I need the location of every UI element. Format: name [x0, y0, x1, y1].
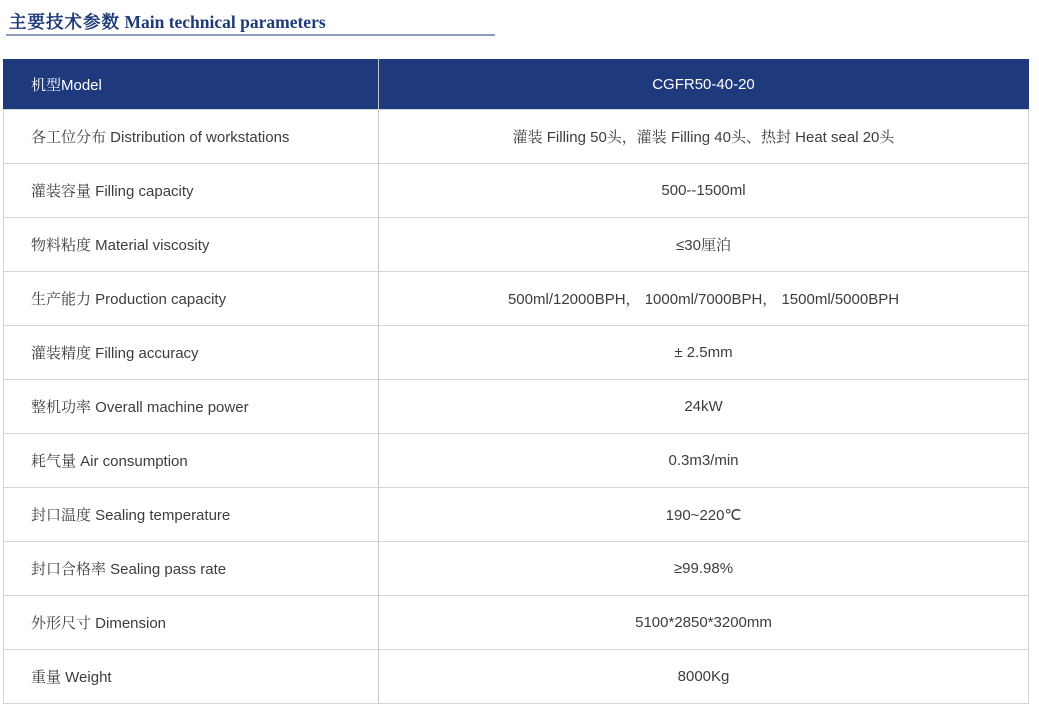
table-row: [4, 326, 1029, 380]
row-label: 各工位分布 Distribution of workstations: [4, 110, 379, 164]
row-value: 灌装 Filling 50头，灌装 Filling 40头、热封 Heat seal 20头: [379, 110, 1029, 164]
row-label: 封口温度 Sealing temperature: [4, 488, 379, 542]
row-value: 190~220℃: [379, 488, 1029, 542]
row-label: 灌装容量 Filling capacity: [4, 164, 379, 218]
technical-parameters-table: [3, 59, 1029, 704]
table-row: [4, 164, 1029, 218]
table-row: [4, 380, 1029, 434]
row-label: 外形尺寸 Dimension: [4, 596, 379, 650]
table-row: [4, 434, 1029, 488]
row-value: 0.3m3/min: [379, 434, 1029, 488]
row-label: 重量 Weight: [4, 650, 379, 704]
row-value: 5100*2850*3200mm: [379, 596, 1029, 650]
row-value: 500--1500ml: [379, 164, 1029, 218]
title-underline: [6, 34, 495, 36]
header-model-value: CGFR50-40-20: [379, 60, 1029, 110]
page-title-chinese: 主要技术参数: [9, 12, 120, 32]
row-label: 封口合格率 Sealing pass rate: [4, 542, 379, 596]
row-label: 耗气量 Air consumption: [4, 434, 379, 488]
table-row: [4, 218, 1029, 272]
page-title-english: Main technical parameters: [124, 12, 326, 32]
row-label: 生产能力 Production capacity: [4, 272, 379, 326]
row-value: 24kW: [379, 380, 1029, 434]
table-row: [4, 542, 1029, 596]
row-value: 500ml/12000BPH， 1000ml/7000BPH， 1500ml/5000BPH: [379, 272, 1029, 326]
row-label: 灌装精度 Filling accuracy: [4, 326, 379, 380]
table-header-row: [4, 60, 1029, 110]
table-row: [4, 650, 1029, 704]
row-value: ≤30厘泊: [379, 218, 1029, 272]
row-value: ≥99.98%: [379, 542, 1029, 596]
page-title: [9, 9, 326, 34]
row-value: ± 2.5mm: [379, 326, 1029, 380]
row-value: 8000Kg: [379, 650, 1029, 704]
table-row: [4, 488, 1029, 542]
row-label: 物料粘度 Material viscosity: [4, 218, 379, 272]
table-row: [4, 110, 1029, 164]
header-model-label: 机型Model: [4, 60, 379, 110]
table-row: [4, 596, 1029, 650]
row-label: 整机功率 Overall machine power: [4, 380, 379, 434]
table-row: [4, 272, 1029, 326]
